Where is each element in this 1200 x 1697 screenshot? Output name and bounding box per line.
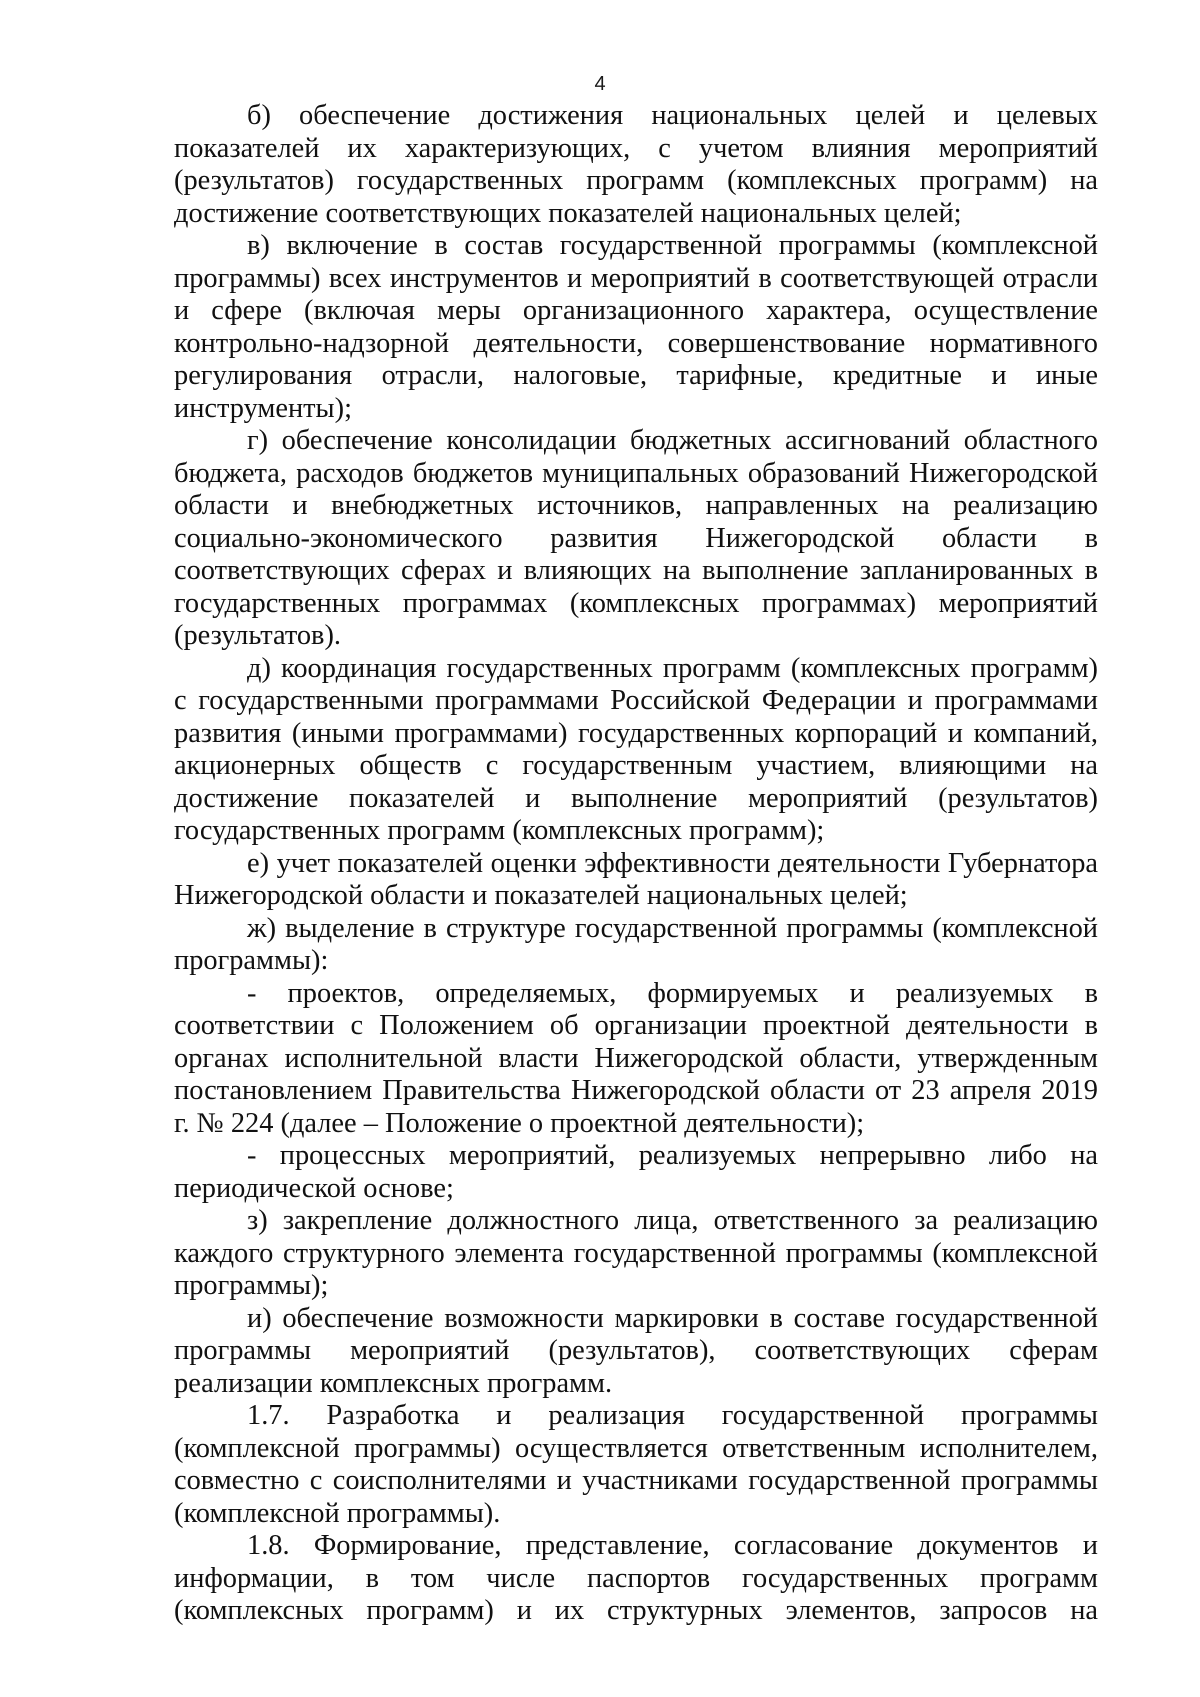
paragraph-i: и) обеспечение возможности маркировки в составе государственной программы мероприятий (результатов), соответствующих сферам реализации комплексных программ.: [174, 1302, 1098, 1399]
paragraph-g: г) обеспечение консолидации бюджетных ассигнований областного бюджета, расходов бюджетов муниципальных образований Нижегородской области и внебюджетных источников, направленных на реализацию социально-экономического развития Нижегородской области в соответствующих сферах и влияющих на выполнение запланированных в государственных программах (комплексных программах) мероприятий (результатов).: [174, 425, 1098, 651]
paragraph-projects: - проектов, определяемых, формируемых и реализуемых в соответствии с Положением об организации проектной деятельности в органах исполнительной власти Нижегородской области, утвержденным постановлением Правительства Нижегородской области от 23 апреля 2019 г. № 224 (далее – Положение о проектной деятельности);: [174, 977, 1098, 1139]
page-number: 4: [594, 73, 606, 95]
paragraph-v: в) включение в состав государственной программы (комплексной программы) всех инструментов и мероприятий в соответствующей отрасли и сфере (включая меры организационного характера, осуществление контрольно-надзорной деятельности, совершенствование нормативного регулирования отрасли, налоговые, тарифные, кредитные и иные инструменты);: [174, 230, 1098, 424]
paragraph-d: д) координация государственных программ (комплексных программ) с государственными программами Российской Федерации и программами развития (иными программами) государственных корпораций и компаний, акционерных обществ с государственным участием, влияющими на достижение показателей и выполнение мероприятий (результатов) государственных программ (комплексных программ);: [174, 652, 1098, 846]
paragraph-1-7: 1.7. Разработка и реализация государственной программы (комплексной программы) осуществляется ответственным исполнителем, совместно с соисполнителями и участниками государственной программы (комплексной программы).: [174, 1400, 1098, 1529]
paragraph-zh: ж) выделение в структуре государственной программы (комплексной программы):: [174, 912, 1098, 976]
paragraph-e: е) учет показателей оценки эффективности деятельности Губернатора Нижегородской области и показателей национальных целей;: [174, 847, 1098, 911]
paragraph-b: б) обеспечение достижения национальных целей и целевых показателей их характеризующих, с учетом влияния мероприятий (результатов) государственных программ (комплексных программ) на достижение соответствующих показателей национальных целей;: [174, 100, 1098, 229]
paragraph-1-8: 1.8. Формирование, представление, согласование документов и информации, в том числе паспортов государственных программ (комплексных программ) и их структурных элементов, запросов на: [174, 1530, 1098, 1626]
paragraph-process-measures: - процессных мероприятий, реализуемых непрерывно либо на периодической основе;: [174, 1140, 1098, 1204]
paragraph-z: з) закрепление должностного лица, ответственного за реализацию каждого структурного элемента государственной программы (комплексной программы);: [174, 1205, 1098, 1301]
document-body: [174, 100, 1098, 1628]
